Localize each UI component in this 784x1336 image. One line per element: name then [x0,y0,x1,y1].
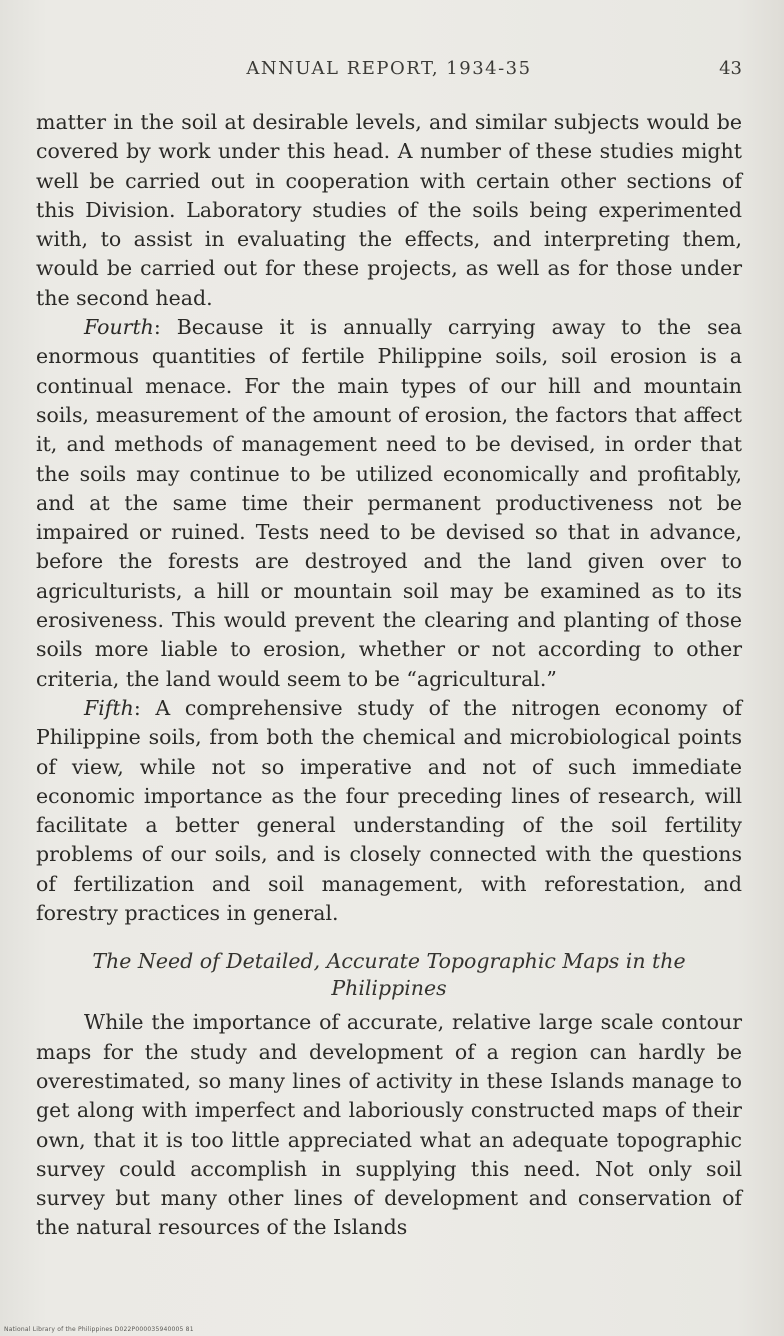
paragraph-lead: Fourth [84,315,154,340]
paragraph-maps [36,1008,742,1242]
section-heading-line: The Need of Detailed, Accurate Topographic Maps in the [92,949,686,974]
paragraph-lead: Fifth [84,695,134,720]
running-title: ANNUAL REPORT, 1934-35 [246,58,532,79]
paragraph-fourth [36,313,742,694]
scan-footer-tag: National Library of the Philippines D022P000035940005 81 [4,1326,194,1333]
paragraph-fifth [36,694,742,928]
paragraph-text: : Because it is annually carrying away to the sea enormous quantities of fertile Philippine soils, soil erosion is a continual menace. For the main types of our hill and mountain soils, measurement of the amount of erosion, the factors that affect it, and methods of management need to be devised, in order that the soils may continue to be utilized economically and profitably, and at the same time their permanent productiveness not be impaired or ruined. Tests need to be devised so that in advance, before the forests are destroyed and the land given over to agriculturists, a hill or mountain soil may be examined as to its erosiveness. This would prevent the clearing and planting of those soils more liable to erosion, whether or not according to other criteria, the land would seem to be “agricultural.” [36,315,742,691]
page-content [36,108,742,1243]
paragraph-text: matter in the soil at desirable levels, and similar subjects would be covered by work under this head. A number of these studies might well be carried out in cooperation with certain other sections of this Division. Laboratory studies of the soils being experimented with, to assist in evaluating the effects, and interpreting them, would be carried out for these projects, as well as for those under the second head. [36,110,742,310]
running-header [36,58,742,86]
section-heading [36,948,742,1002]
paragraph-continuation [36,108,742,313]
paragraph-text: : A comprehensive study of the nitrogen economy of Philippine soils, from both the chemical and microbiological points of view, while not so imperative and not of such immediate economic importance as the four preceding lines of research, will facilitate a better general understanding of the soil fertility problems of our soils, and is closely connected with the questions of fertilization and soil management, with reforestation, and forestry practices in general. [36,695,742,926]
section-heading-line: Philippines [331,976,447,1001]
page-number: 43 [719,58,742,79]
paragraph-text: While the importance of accurate, relative large scale contour maps for the study and development of a region can hardly be overestimated, so many lines of activity in these Islands manage to get along with imperfect and laboriously constructed maps of their own, that it is too little appreciated what an adequate topographic survey could accomplish in supplying this need. Not only soil survey but many other lines of development and conservation of the natural resources of the Islands [36,1010,742,1240]
